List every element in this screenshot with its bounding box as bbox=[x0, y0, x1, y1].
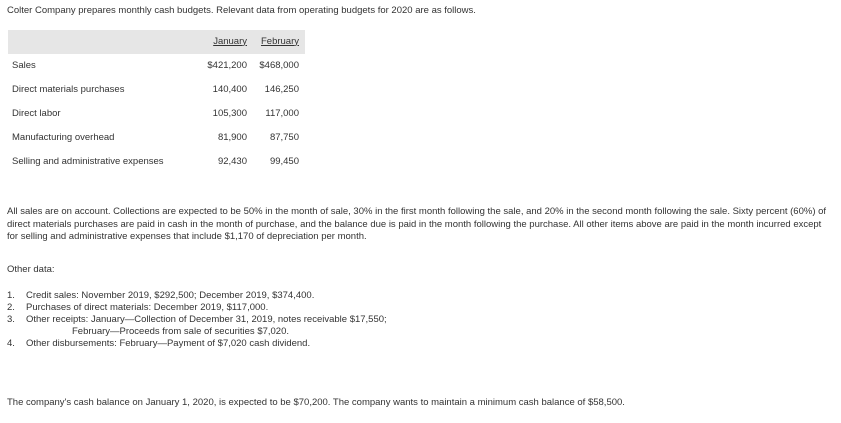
table-header-row bbox=[8, 30, 305, 54]
table-row bbox=[8, 78, 305, 102]
other-data-list bbox=[7, 290, 607, 350]
cash-balance-text: The company's cash balance on January 1, 2020, is expected to be $70,200. The company wants to maintain a minimum cash balance of $58,500. bbox=[7, 397, 625, 408]
list-item bbox=[7, 302, 607, 314]
list-item-text: February—Proceeds from sale of securities $7,020. bbox=[72, 326, 290, 337]
table-row bbox=[8, 126, 305, 150]
list-item-text: Other receipts: January—Collection of December 31, 2019, notes receivable $17,550; bbox=[26, 314, 387, 325]
operating-budget-table bbox=[8, 30, 305, 174]
row-label: Direct materials purchases bbox=[12, 83, 125, 95]
row-february-value: $468,000 bbox=[259, 59, 299, 71]
row-january-value: 92,430 bbox=[217, 155, 247, 167]
header-january-text: January bbox=[213, 35, 247, 47]
row-label: Sales bbox=[12, 59, 36, 71]
row-label: Manufacturing overhead bbox=[12, 131, 115, 143]
row-february-value: 99,450 bbox=[269, 155, 299, 167]
list-item-number: 3. bbox=[7, 314, 15, 325]
list-item-number: 1. bbox=[7, 290, 15, 301]
row-january-value: $421,200 bbox=[207, 59, 247, 71]
list-item bbox=[7, 290, 607, 302]
row-february-value: 117,000 bbox=[265, 107, 299, 119]
intro-text: Colter Company prepares monthly cash budgets. Relevant data from operating budgets for 2020 are as follows. bbox=[7, 5, 476, 16]
header-february bbox=[247, 30, 305, 54]
row-january-value: 81,900 bbox=[217, 131, 247, 143]
header-february-text: February bbox=[260, 35, 299, 47]
list-item-number: 2. bbox=[7, 302, 15, 313]
list-item-text: Other disbursements: February—Payment of $7,020 cash dividend. bbox=[26, 338, 311, 349]
other-data-heading: Other data: bbox=[7, 264, 55, 275]
row-february-value: 146,250 bbox=[264, 83, 299, 95]
table-row bbox=[8, 102, 305, 126]
list-item bbox=[7, 338, 607, 350]
row-february-value: 87,750 bbox=[269, 131, 299, 143]
table-row bbox=[8, 150, 305, 174]
list-item-text: Credit sales: November 2019, $292,500; December 2019, $374,400. bbox=[26, 290, 315, 301]
row-label: Selling and administrative expenses bbox=[12, 155, 164, 167]
table-row bbox=[8, 54, 305, 78]
row-january-value: 140,400 bbox=[212, 83, 247, 95]
header-label-cell bbox=[8, 30, 184, 54]
list-item bbox=[7, 314, 607, 326]
row-january-value: 105,300 bbox=[212, 107, 247, 119]
list-item-continuation bbox=[7, 326, 607, 338]
list-item-text: Purchases of direct materials: December 2019, $117,000. bbox=[26, 302, 269, 313]
list-item-number: 4. bbox=[7, 338, 15, 349]
row-label: Direct labor bbox=[12, 107, 61, 119]
header-january bbox=[184, 30, 247, 54]
collection-terms-paragraph: All sales are on account. Collections are expected to be 50% in the month of sale, 30% in the first month following the sale, and 20% in the second month following the sale. Sixty percent (60%) of direct materials purchases are paid in cash in the month of purchase, and the balance due is paid in the month following the purchase. All other items above are paid in the month incurred except for selling and administrative expenses that include $1,170 of depreciation per month. bbox=[7, 206, 827, 242]
